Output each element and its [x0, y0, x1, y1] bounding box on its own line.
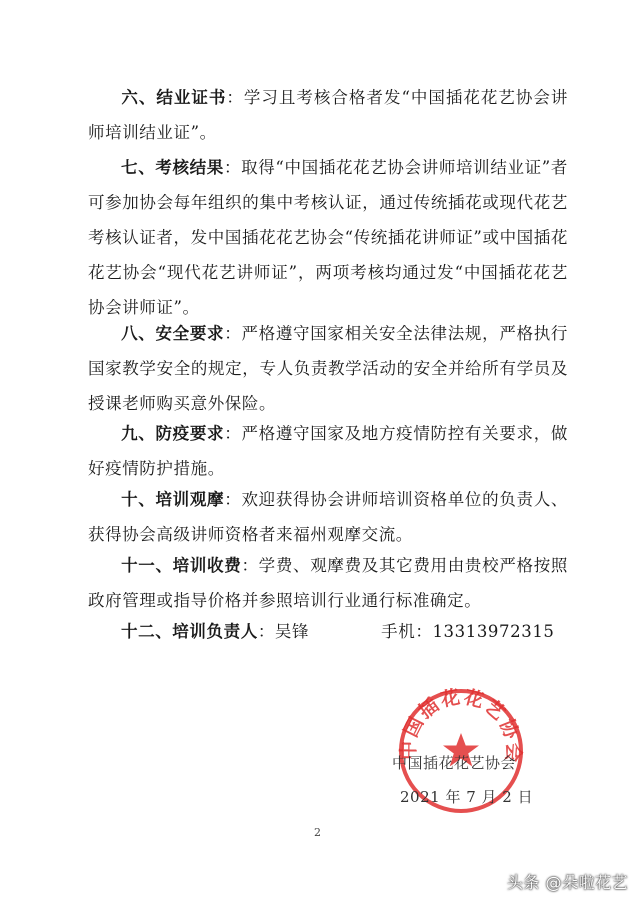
section-text: ：学习且考核合格者发“中国插花花艺协会讲师培训结业证”。 [88, 88, 568, 142]
section-epidemic [88, 416, 568, 486]
section-heading: 十一、培训收费 [121, 556, 242, 575]
seal-text: 中国插花花艺协会 [397, 685, 525, 765]
section-heading: 九、防疫要求 [121, 424, 225, 443]
phone-number: 13313972315 [432, 622, 555, 641]
section-certificate [88, 80, 568, 150]
phone-label: 手机： [381, 622, 433, 641]
page-number: 2 [314, 826, 321, 839]
issue-date: 2021 年 7 月 2 日 [400, 788, 534, 806]
section-heading: 六、结业证书 [121, 88, 227, 107]
section-heading: 十、培训观摩 [121, 490, 225, 509]
section-text: ：欢迎获得协会讲师培训资格单位的负责人、获得协会高级讲师资格者来福州观摩交流。 [88, 490, 568, 544]
section-heading: 八、安全要求 [121, 324, 225, 343]
section-heading: 七、考核结果 [121, 158, 224, 177]
section-text: ：严格遵守国家相关安全法律法规，严格执行国家教学安全的规定，专人负责教学活动的安全并给所有学员及授课老师购买意外保险。 [88, 324, 568, 413]
section-text: ：严格遵守国家及地方疫情防控有关要求，做好疫情防护措施。 [88, 424, 568, 478]
section-text: ：取得“中国插花花艺协会讲师培训结业证”者可参加协会每年组织的集中考核认证，通过传统插花或现代花艺考核认证者，发中国插花花艺协会“传统插花讲师证”或中国插花花艺协会“现代花艺讲师证”，两项考核均通过发“中国插花花艺协会讲师证”。 [88, 158, 568, 317]
section-contact [88, 614, 568, 649]
section-safety [88, 316, 568, 421]
contact-name: ：吴锋 [257, 622, 310, 641]
section-observation [88, 482, 568, 552]
section-heading: 十二、培训负责人 [121, 622, 258, 641]
section-text: ：学费、观摩费及其它费用由贵校严格按照政府管理或指导价格并参照培训行业通行标准确定。 [88, 556, 568, 610]
watermark: 头条 @朵啦花艺 [506, 873, 628, 892]
section-fees [88, 548, 568, 618]
section-assessment [88, 150, 568, 325]
issuing-organization: 中国插花花艺协会 [392, 754, 517, 772]
